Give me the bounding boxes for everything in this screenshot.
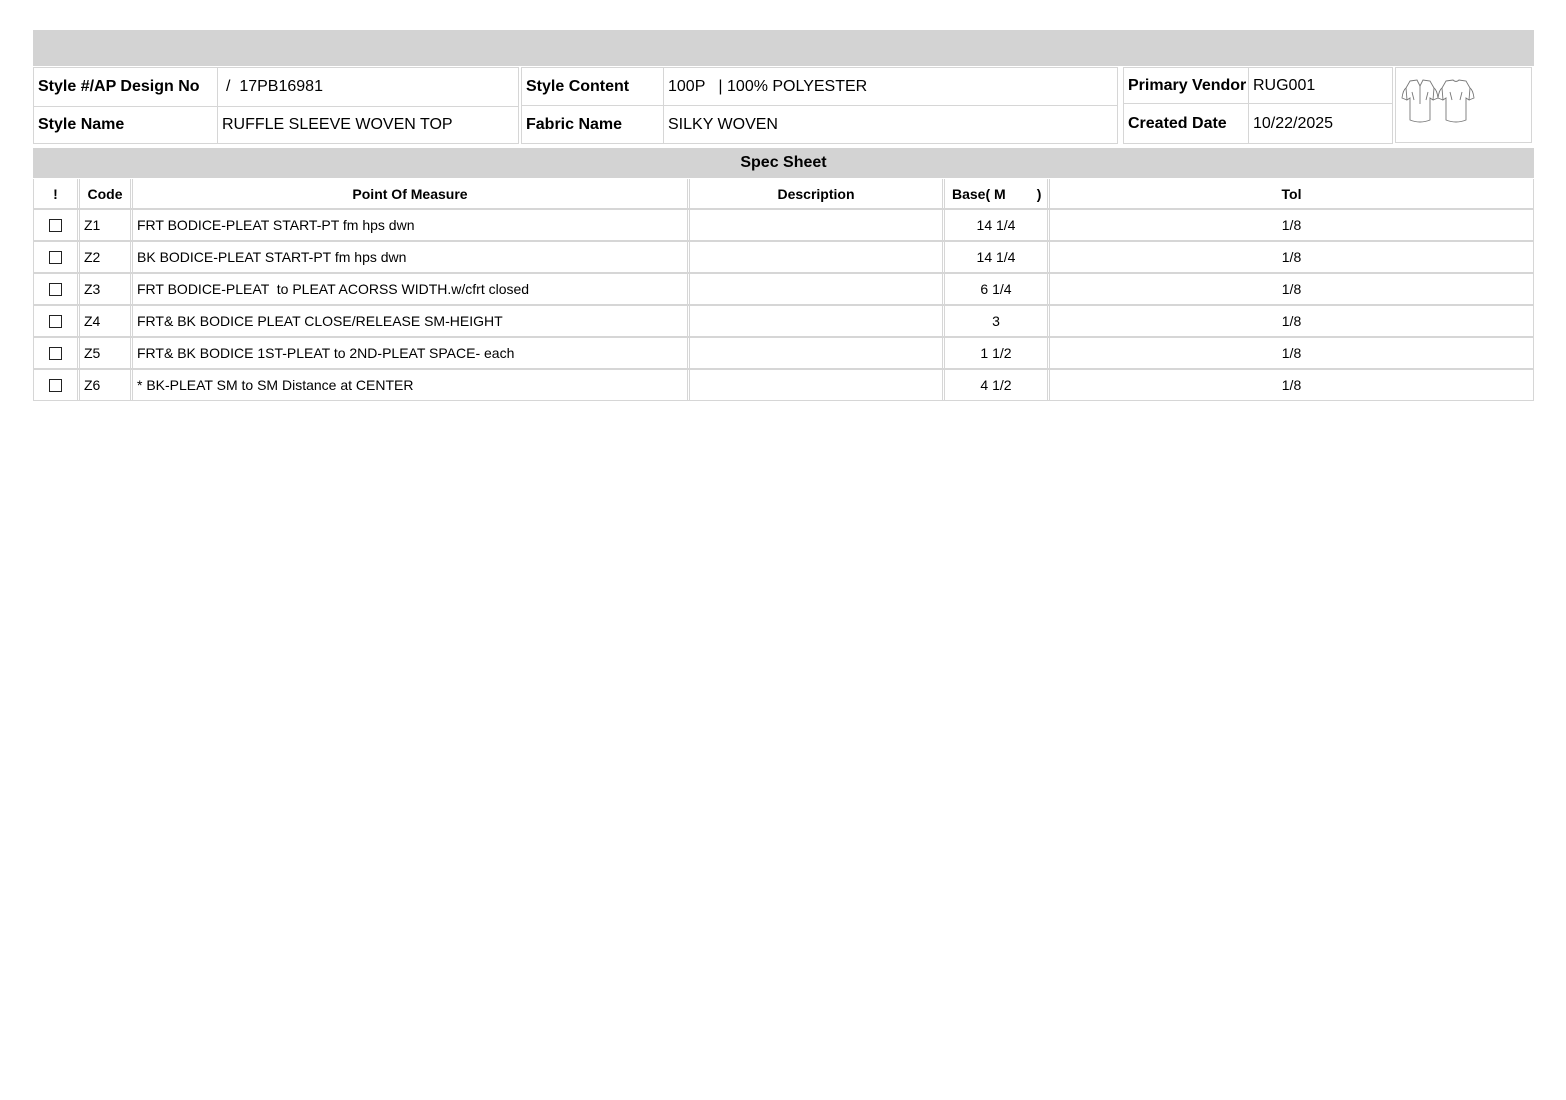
row-base: 3 — [944, 306, 1048, 336]
created-date-label: Created Date — [1123, 103, 1249, 144]
col-pom-header: Point Of Measure — [132, 179, 688, 208]
fabric-name-label: Fabric Name — [521, 105, 664, 144]
row-base: 6 1/4 — [944, 274, 1048, 304]
row-description — [689, 370, 943, 400]
spec-sheet-title: Spec Sheet — [33, 148, 1534, 178]
table-row — [33, 273, 1534, 305]
style-content-value: 100P | 100% POLYESTER — [663, 67, 1118, 106]
row-code: Z4 — [79, 306, 131, 336]
fabric-name-value: SILKY WOVEN — [663, 105, 1118, 144]
row-pom: FRT& BK BODICE PLEAT CLOSE/RELEASE SM-HEIGHT — [132, 306, 688, 336]
row-checkbox[interactable] — [49, 379, 62, 392]
row-flag-cell[interactable] — [33, 370, 78, 400]
row-pom: BK BODICE-PLEAT START-PT fm hps dwn — [132, 242, 688, 272]
row-checkbox[interactable] — [49, 219, 62, 232]
row-pom: FRT BODICE-PLEAT START-PT fm hps dwn — [132, 210, 688, 240]
table-row — [33, 209, 1534, 241]
row-base: 4 1/2 — [944, 370, 1048, 400]
style-content-label: Style Content — [521, 67, 664, 106]
style-number-value: / 17PB16981 — [217, 67, 519, 107]
row-code: Z2 — [79, 242, 131, 272]
row-code: Z1 — [79, 210, 131, 240]
style-name-label: Style Name — [33, 106, 218, 144]
row-code: Z6 — [79, 370, 131, 400]
col-base-header: Base( M ) — [944, 179, 1048, 208]
row-tol: 1/8 — [1049, 338, 1534, 368]
table-row — [33, 337, 1534, 369]
row-flag-cell[interactable] — [33, 274, 78, 304]
table-row — [33, 369, 1534, 401]
row-flag-cell[interactable] — [33, 338, 78, 368]
style-number-label: Style #/AP Design No — [33, 67, 218, 107]
row-pom: FRT& BK BODICE 1ST-PLEAT to 2ND-PLEAT SPACE- each — [132, 338, 688, 368]
row-tol: 1/8 — [1049, 210, 1534, 240]
row-base: 14 1/4 — [944, 242, 1048, 272]
col-description-header: Description — [689, 179, 943, 208]
row-checkbox[interactable] — [49, 347, 62, 360]
row-tol: 1/8 — [1049, 370, 1534, 400]
spec-table-header — [33, 179, 1534, 209]
row-description — [689, 274, 943, 304]
row-pom: * BK-PLEAT SM to SM Distance at CENTER — [132, 370, 688, 400]
table-row — [33, 305, 1534, 337]
row-description — [689, 338, 943, 368]
spec-table — [33, 179, 1534, 401]
row-flag-cell[interactable] — [33, 306, 78, 336]
style-name-value: RUFFLE SLEEVE WOVEN TOP — [217, 106, 519, 144]
row-tol: 1/8 — [1049, 242, 1534, 272]
row-tol: 1/8 — [1049, 274, 1534, 304]
primary-vendor-value: RUG001 — [1248, 67, 1393, 104]
row-description — [689, 242, 943, 272]
primary-vendor-label: Primary Vendor — [1123, 67, 1249, 104]
header-band — [33, 30, 1534, 66]
row-description — [689, 306, 943, 336]
row-pom: FRT BODICE-PLEAT to PLEAT ACORSS WIDTH.w/cfrt closed — [132, 274, 688, 304]
col-flag-header: ! — [33, 179, 78, 208]
row-checkbox[interactable] — [49, 315, 62, 328]
row-flag-cell[interactable] — [33, 210, 78, 240]
table-row — [33, 241, 1534, 273]
col-tol-header: Tol — [1049, 179, 1534, 208]
garment-sketch-icon — [1398, 78, 1478, 128]
row-description — [689, 210, 943, 240]
created-date-value: 10/22/2025 — [1248, 103, 1393, 144]
row-base: 1 1/2 — [944, 338, 1048, 368]
row-checkbox[interactable] — [49, 283, 62, 296]
row-flag-cell[interactable] — [33, 242, 78, 272]
row-checkbox[interactable] — [49, 251, 62, 264]
row-code: Z5 — [79, 338, 131, 368]
col-code-header: Code — [79, 179, 131, 208]
row-code: Z3 — [79, 274, 131, 304]
row-base: 14 1/4 — [944, 210, 1048, 240]
garment-sketch — [1395, 67, 1532, 143]
row-tol: 1/8 — [1049, 306, 1534, 336]
